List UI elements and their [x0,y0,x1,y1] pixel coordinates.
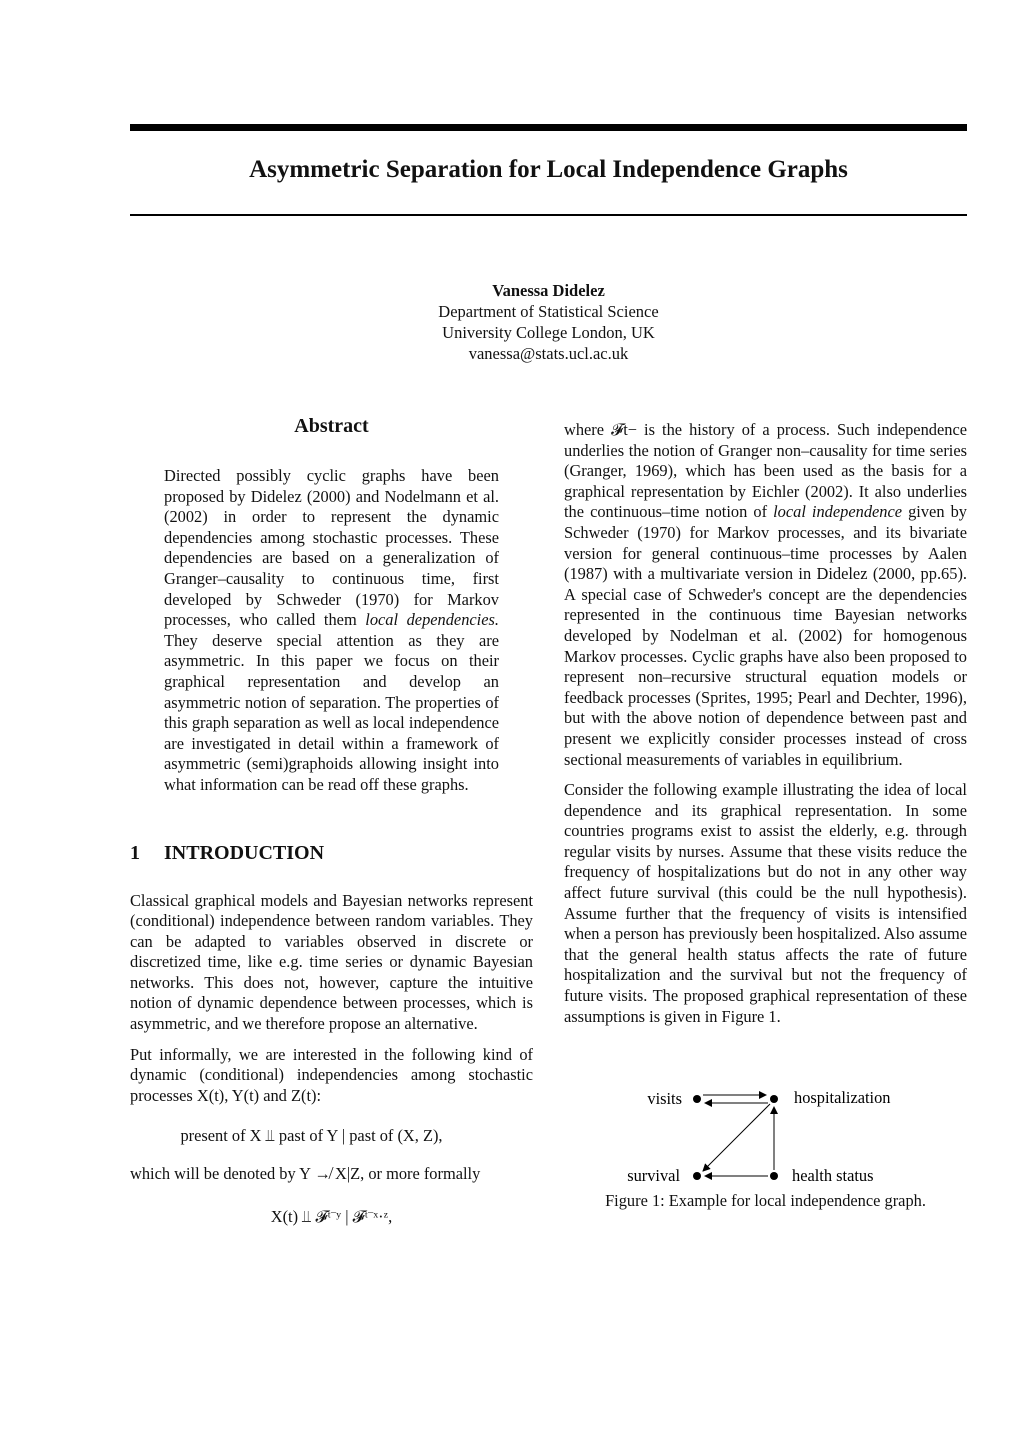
left-column [130,415,533,1227]
label-visits: visits [647,1089,682,1109]
local-independence-graph [564,1055,967,1185]
node-survival [693,1172,701,1180]
node-hospitalization [770,1095,778,1103]
author-block [380,280,717,364]
label-hospitalization: hospitalization [794,1088,891,1108]
edge-hospitalization-to-survival [703,1104,770,1171]
label-health-status: health status [792,1166,874,1186]
title-rule-bottom [130,214,967,216]
equation-informal: present of X ⫫ past of Y | past of (X, Z), [180,1126,443,1146]
node-visits [693,1095,701,1103]
figure-1 [564,1055,967,1185]
right-column [564,420,967,1211]
author-email: vanessa@stats.ucl.ac.uk [468,344,629,363]
section-heading: 1 INTRODUCTION [130,841,325,864]
paper-title: Asymmetric Separation for Local Independence Graphs [249,156,848,183]
title-rule-top [130,124,967,131]
intro-paragraph-1: Classical graphical models and Bayesian networks represent (conditional) independence between random variables. They can be adapted to variables observed in discrete or discretized time, like e.g. time series or dynamic Bayesian networks. This does not, however, capture the intuitive notion of dynamic dependence between processes, which is asymmetric, and we therefore propose an alternative. [130,890,533,1034]
label-survival: survival [627,1166,680,1186]
abstract-body [164,466,499,796]
intro-paragraph-3: which will be denoted by Y ↛ X|Z, or more formally [130,1164,481,1184]
right-paragraph-1: where 𝓕t− is the history of a process. Such independence underlies the notion of Granger non–causality for time series (Granger, 1969), which has been used as the basis for a graphical representation by Eichler (2002). It also underlies the continuous–time notion of local independence given by Schweder (1970) for Markov processes, and its bivariate version for general continuous–time processes by Aalen (1987) with a multivariate version in Didelez (2000, pp.65). A special case of Schweder's concept are the dependencies represented in the continuous time Bayesian networks developed by Nodelman et al. (2002) for homogenous Markov processes. Cyclic graphs have also been proposed to represent non–recursive structural equation models or feedback processes (Sprites, 1995; Pearl and Dechter, 1996), but with the above notion of dependence between past and present we explicitly consider processes instead of cross sectional measurements of variables in equilibrium. [564,420,967,769]
author-name: Vanessa Didelez [492,281,605,300]
abstract-heading: Abstract [294,415,369,437]
figure-caption: Figure 1: Example for local independence graph. [605,1191,926,1211]
node-health-status [770,1172,778,1180]
abstract-text: Directed possibly cyclic graphs have been proposed by Didelez (2000) and Nodelmann et al. (2002) in order to represent the dynamic dependencies among stochastic processes. These dependencies are based on a generalization of Granger–causality to continuous time, first developed by Schweder (1970) for Markov processes, who called them local dependencies. They deserve special attention as they are asymmetric. In this paper we focus on their graphical representation and develop an asymmetric notion of separation. The properties of this graph separation as well as local independence are investigated in detail within a framework of asymmetric (semi)graphoids allowing insight into what information can be read off these graphs. [164,466,499,794]
equation-formal: X(t) ⫫ 𝓕ᵗ⁻ʸ | 𝓕ᵗ⁻ˣ·ᶻ, [270,1207,393,1227]
intro-paragraph-2: Put informally, we are interested in the following kind of dynamic (conditional) independencies among stochastic processes X(t), Y(t) and Z(t): [130,1044,533,1105]
right-paragraph-2: Consider the following example illustrating the idea of local dependence and its graphical representation. In some countries programs exist to assist the elderly, e.g. through regular visits by nurses. Assume that these visits reduce the frequency of hospitalizations but do not in any other way affect future survival (this could be the null hypothesis). Assume further that the frequency of visits is intensified when a person has previously been hospitalized. Also assume that the general health status affects the rate of future hospitalization and the survival but not the frequency of future visits. The proposed graphical representation of these assumptions is given in Figure 1. [564,780,967,1026]
author-institution: University College London, UK [442,323,655,342]
author-department: Department of Statistical Science [438,302,659,321]
